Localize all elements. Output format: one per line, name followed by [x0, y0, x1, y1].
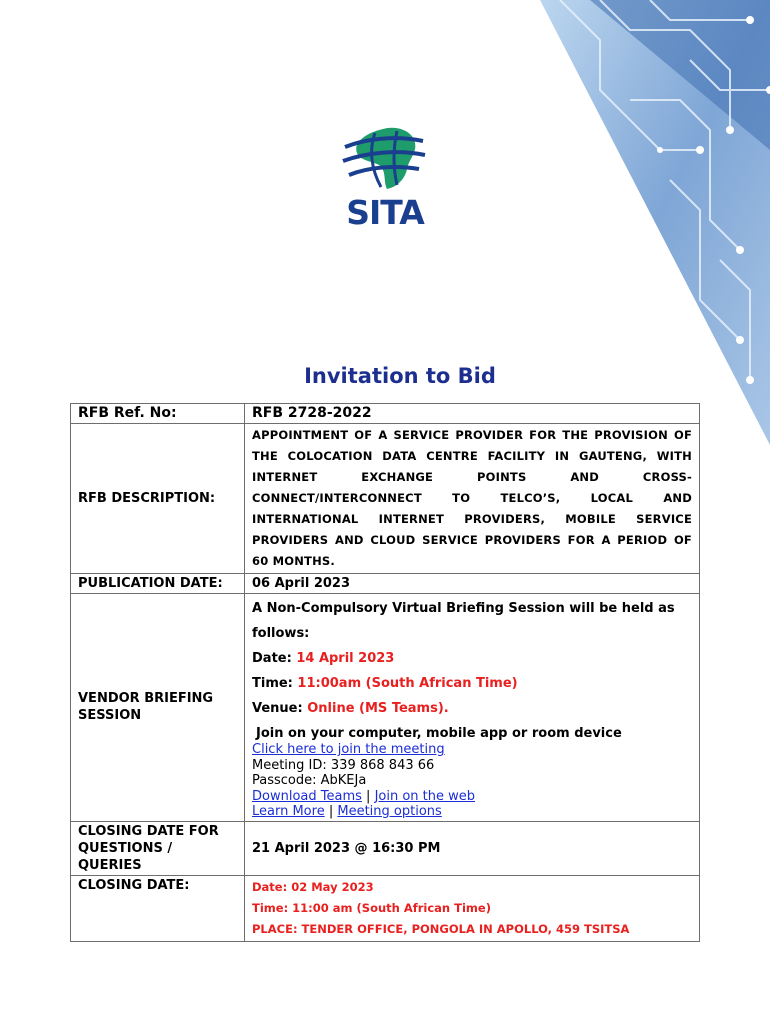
table-row: [71, 875, 700, 941]
sita-logo: [335, 125, 435, 240]
closing-time: Time: 11:00 am (South African Time): [252, 900, 491, 915]
logo-wordmark: SITA: [346, 193, 424, 232]
ref-label: RFB Ref. No:: [71, 404, 245, 424]
publication-value: 06 April 2023: [245, 574, 700, 594]
description-value: APPOINTMENT OF A SERVICE PROVIDER FOR THE PROVISION OF THE COLOCATION DATA CENTRE FACILITY IN GAUTENG, WITH INTERNET EXCHANGE POINTS AND CROSS-CONNECT/INTERCONNECT TO TELCO’S, LOCAL AND INTERNATIONAL INTERNET PROVIDERS, MOBILE SERVICE PROVIDERS AND CLOUD SERVICE PROVIDERS FOR A PERIOD OF 60 MONTHS.: [245, 424, 700, 574]
table-row: [71, 424, 700, 574]
briefing-date: Date: 14 April 2023: [252, 651, 395, 666]
questions-value: 21 April 2023 @ 16:30 PM: [245, 821, 700, 875]
briefing-venue: Venue: Online (MS Teams).: [252, 701, 449, 716]
publication-label: PUBLICATION DATE:: [71, 574, 245, 594]
join-web-link[interactable]: Join on the web: [374, 788, 476, 804]
closing-date: Date: 02 May 2023: [252, 879, 374, 894]
download-teams-link[interactable]: Download Teams: [252, 788, 362, 804]
table-row: [71, 574, 700, 594]
circuit-corner-graphic: [540, 0, 770, 470]
description-label: RFB DESCRIPTION:: [71, 424, 245, 574]
closing-label: CLOSING DATE:: [71, 875, 245, 941]
meeting-options-link[interactable]: Meeting options: [337, 804, 442, 819]
questions-label: CLOSING DATE FOR QUESTIONS / QUERIES: [71, 821, 245, 875]
ref-value: RFB 2728-2022: [245, 404, 700, 424]
learn-more-link[interactable]: Learn More: [252, 804, 325, 819]
briefing-details: [245, 594, 700, 822]
meeting-info: Click here to join the meeting Meeting ID: 339 868 843 66 Passcode: AbKEJa Download Teams | Join on the web Learn More | Meeting options: [252, 742, 476, 819]
join-meeting-link[interactable]: Click here to join the meeting: [252, 742, 445, 757]
passcode: Passcode: AbKEJa: [252, 773, 367, 788]
table-row: [71, 821, 700, 875]
briefing-time: Time: 11:00am (South African Time): [252, 676, 518, 691]
page-title: Invitation to Bid: [304, 364, 496, 388]
briefing-label: VENDOR BRIEFING SESSION: [71, 594, 245, 822]
table-row: [71, 594, 700, 822]
africa-globe-icon: [335, 125, 435, 193]
meeting-id: Meeting ID: 339 868 843 66: [252, 757, 435, 773]
join-heading: Join on your computer, mobile app or room device: [256, 726, 622, 741]
table-row: [71, 404, 700, 424]
bid-details-table: [70, 403, 700, 942]
closing-place: PLACE: TENDER OFFICE, PONGOLA IN APOLLO, 459 TSITSA: [252, 921, 630, 936]
closing-details: [245, 875, 700, 941]
briefing-intro: A Non-Compulsory Virtual Briefing Session will be held as follows:: [252, 601, 675, 641]
